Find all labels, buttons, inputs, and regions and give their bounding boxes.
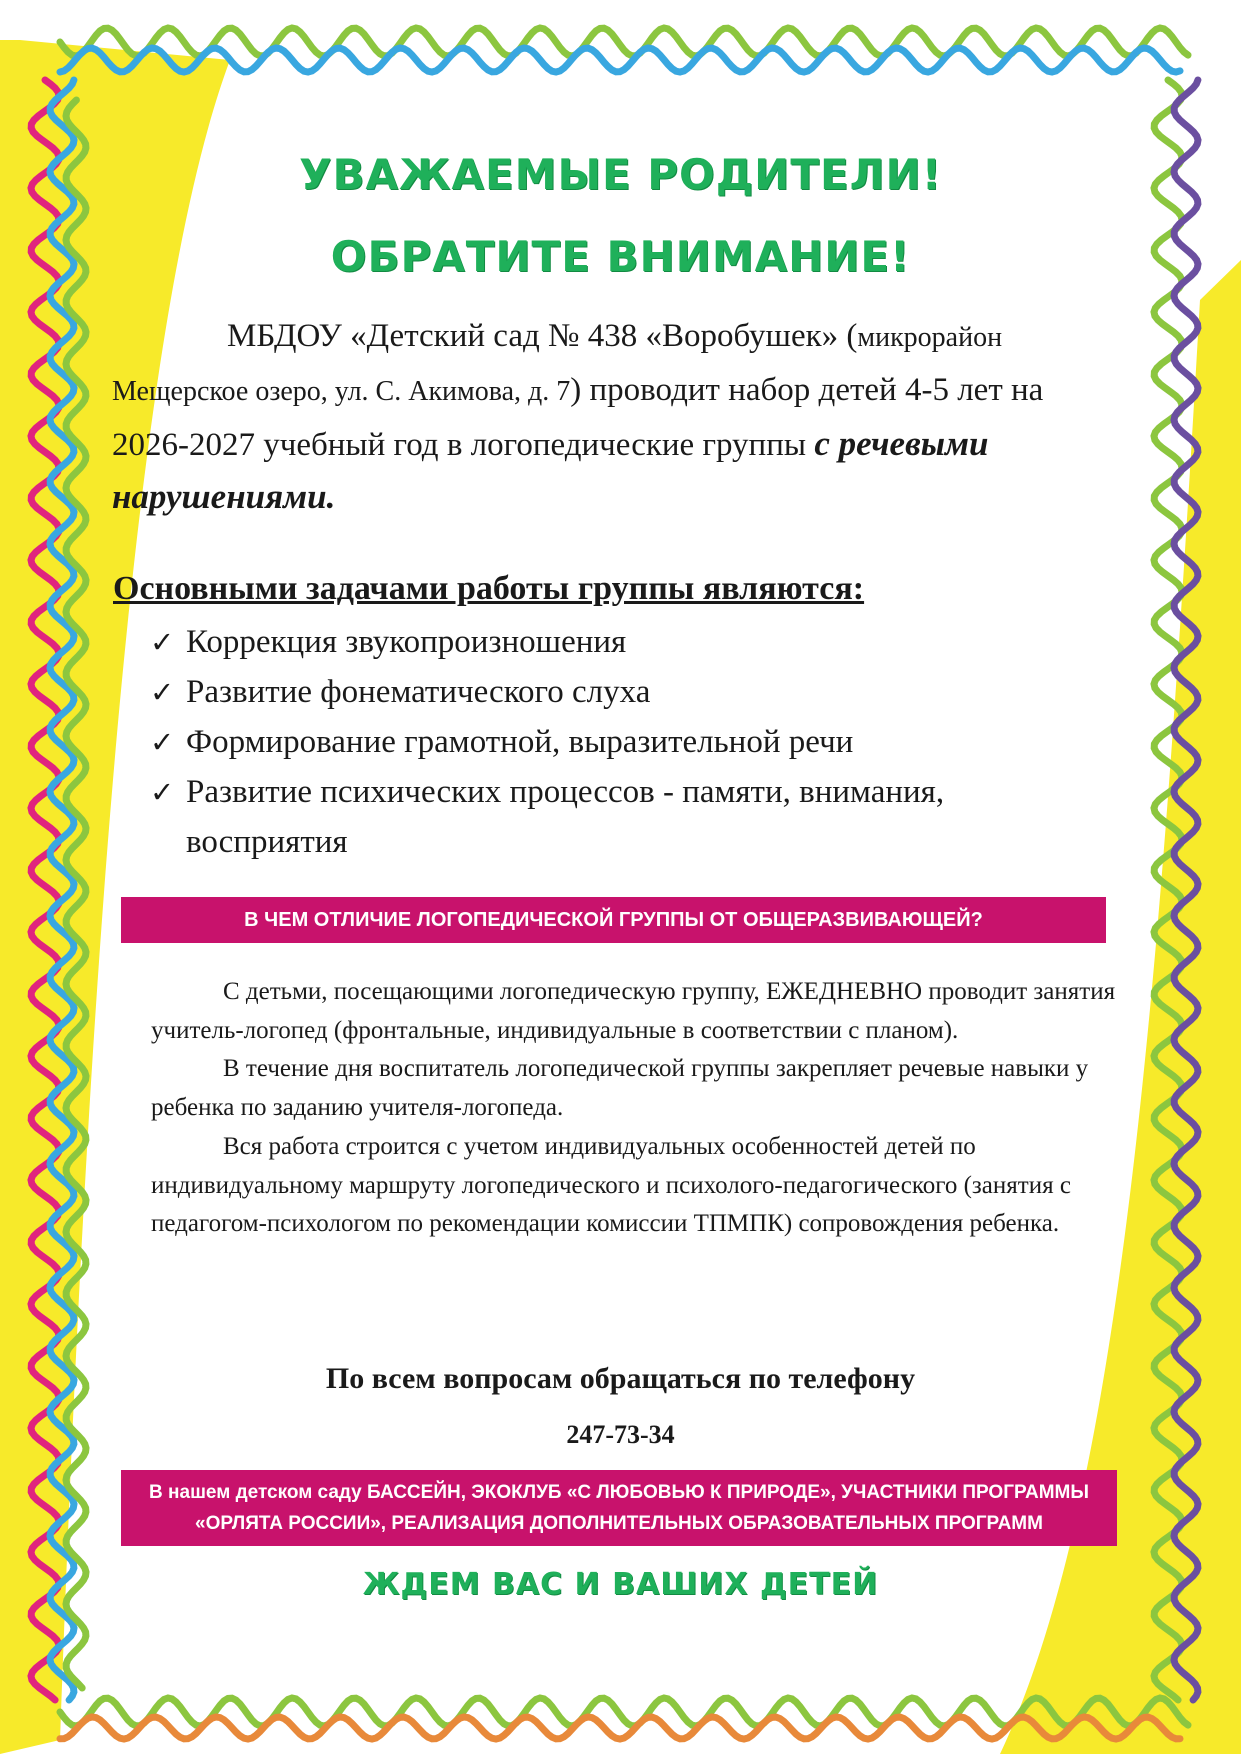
contact-text: По всем вопросам обращаться по телефону bbox=[325, 1362, 916, 1395]
task-text: Развитие фонематического слуха bbox=[186, 674, 651, 710]
page-title: УВАЖАЕМЫЕ РОДИТЕЛИ! bbox=[299, 150, 942, 199]
checkmark-icon: ✓ bbox=[150, 725, 175, 759]
checkmark-icon: ✓ bbox=[150, 675, 175, 709]
phone-number: 247-73-34 bbox=[566, 1420, 675, 1449]
list-item bbox=[150, 667, 1110, 717]
details-text: Вся работа строится с учетом индивидуальных особенностей детей по индивидуальному маршруту логопедического и психолого-педагогического (занятия с педагогом-психологом по рекомендации комиссии ТПМПК) сопровождения ребенка. bbox=[151, 1132, 1071, 1238]
intro-emphasis: с речевыми нарушениями. bbox=[112, 424, 989, 516]
difference-banner-text: В ЧЕМ ОТЛИЧИЕ ЛОГОПЕДИЧЕСКОЙ ГРУППЫ ОТ ОБЩЕРАЗВИВАЮЩЕЙ? bbox=[244, 908, 983, 931]
details-text: С детьми, посещающими логопедическую группу, ЕЖЕДНЕВНО проводит занятия учитель-логопед (фронтальные, индивидуальные в соответствии с планом). bbox=[151, 978, 1116, 1044]
task-text: Формирование грамотной, выразительной речи bbox=[186, 724, 854, 760]
intro-text-1: МБДОУ «Детский сад № 438 «Воробушек» ( bbox=[227, 318, 858, 354]
tasks-list bbox=[150, 617, 1110, 867]
intro-text-2: ) проводит набор детей 4-5 лет на 2026-2027 учебный год в логопедические группы bbox=[112, 372, 1044, 463]
task-text: Коррекция звукопроизношения bbox=[186, 624, 627, 660]
intro-paragraph bbox=[112, 310, 1122, 524]
list-item bbox=[150, 717, 1110, 767]
details-text: В течение дня воспитатель логопедической группы закрепляет речевые навыки у ребенка по заданию учителя-логопеда. bbox=[151, 1055, 1089, 1122]
details-paragraph bbox=[151, 973, 1121, 1050]
checkmark-icon: ✓ bbox=[150, 775, 175, 809]
difference-banner bbox=[121, 897, 1106, 943]
task-text: Развитие психических процессов - памяти, внимания, восприятия bbox=[186, 774, 945, 860]
checkmark-icon: ✓ bbox=[150, 625, 175, 659]
features-line-1: В нашем детском саду БАССЕЙН, ЭКОКЛУБ «С ЛЮБОВЬЮ К ПРИРОДЕ», УЧАСТНИКИ ПРОГРАММЫ bbox=[149, 1482, 1089, 1503]
list-item bbox=[150, 617, 1110, 667]
details-paragraph bbox=[151, 1128, 1121, 1244]
page-subtitle: ОБРАТИТЕ ВНИМАНИЕ! bbox=[330, 232, 911, 281]
list-item bbox=[150, 767, 1110, 867]
details-paragraph bbox=[151, 1050, 1121, 1127]
tasks-heading: Основными задачами работы группы являются: bbox=[113, 570, 865, 607]
intro-address: микрорайон Мещерское озеро, ул. С. Акимова, д. 7 bbox=[112, 322, 1003, 407]
closing-text: ЖДЕМ ВАС И ВАШИХ ДЕТЕЙ bbox=[362, 1567, 879, 1602]
features-line-2: «ОРЛЯТА РОССИИ», РЕАЛИЗАЦИЯ ДОПОЛНИТЕЛЬНЫХ ОБРАЗОВАТЕЛЬНЫХ ПРОГРАММ bbox=[195, 1513, 1043, 1534]
difference-details bbox=[151, 973, 1121, 1244]
features-banner bbox=[121, 1470, 1117, 1546]
